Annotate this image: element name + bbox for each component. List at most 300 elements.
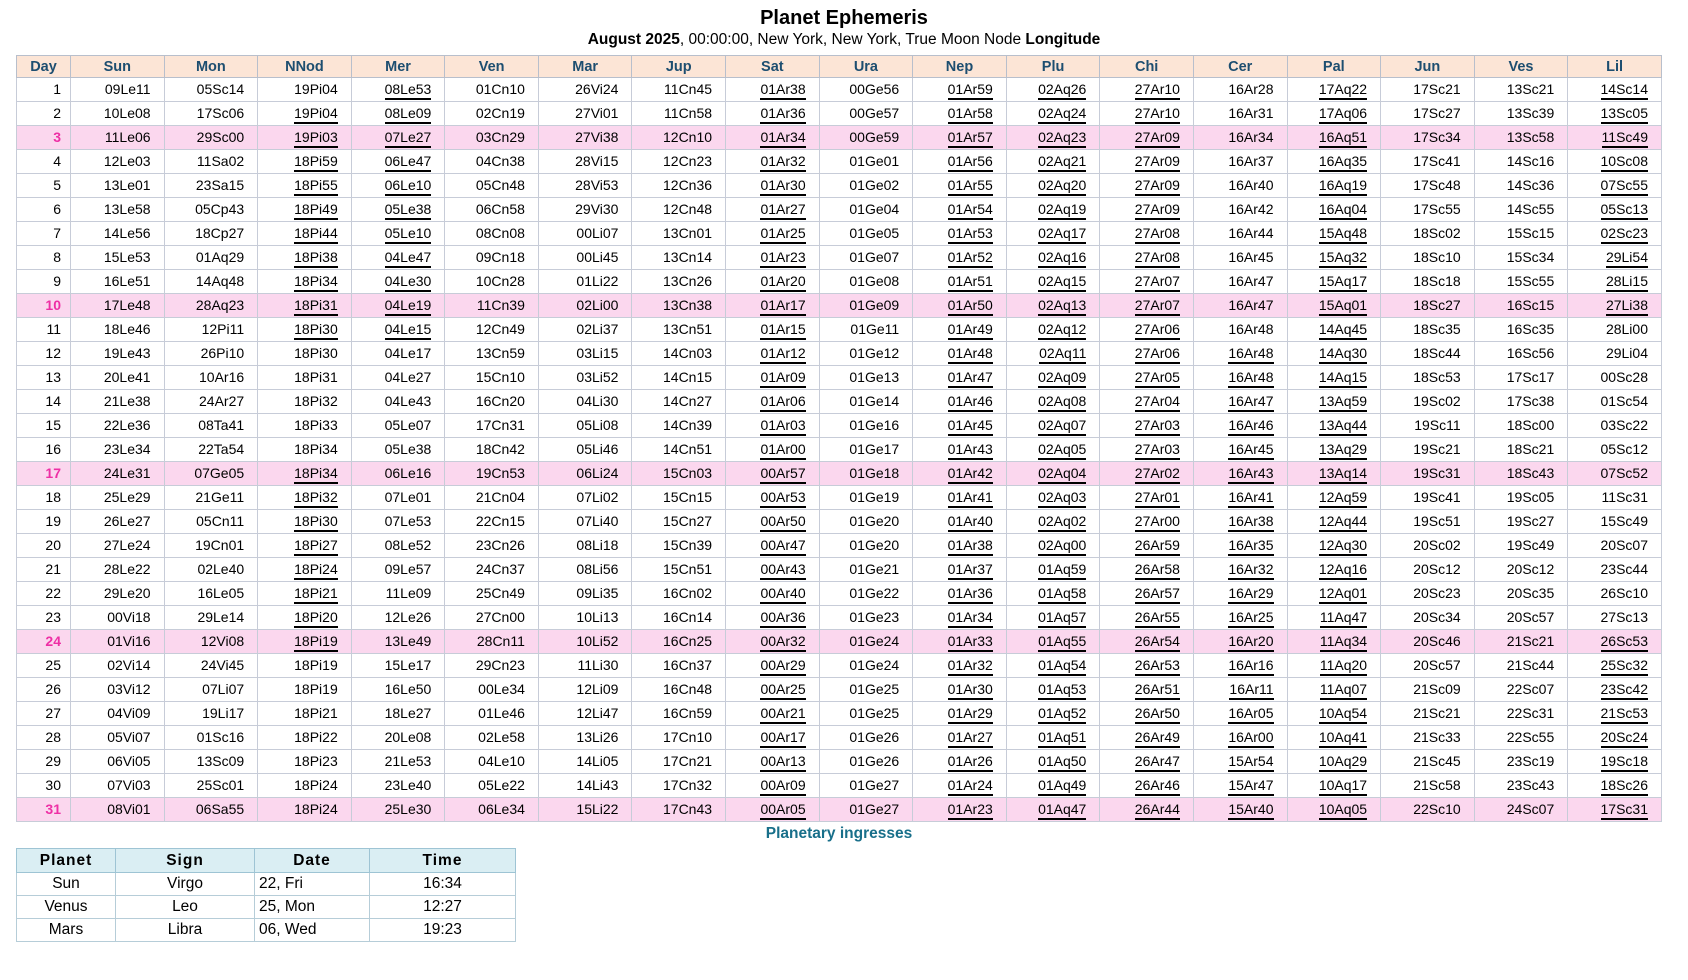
- retrograde-value: 15Aq32: [1319, 249, 1367, 268]
- ephemeris-cell: 18Pi33: [258, 414, 352, 438]
- retrograde-value: 10Aq17: [1319, 777, 1367, 796]
- retrograde-value: 16Ar20: [1228, 633, 1273, 652]
- ephemeris-cell: [258, 294, 352, 318]
- ephemeris-cell: 22Sc55: [1474, 726, 1568, 750]
- ephemeris-cell: 15Cn39: [632, 534, 726, 558]
- retrograde-value: 27Ar10: [1135, 81, 1180, 100]
- ephemeris-cell: 01Ge02: [819, 174, 913, 198]
- retrograde-value: 06Le10: [385, 177, 432, 196]
- ephemeris-cell: 18Cn42: [445, 438, 539, 462]
- ephemeris-cell: 16Cn25: [632, 630, 726, 654]
- ephemeris-cell: [1287, 558, 1381, 582]
- ephemeris-cell: 27Vi38: [538, 126, 632, 150]
- ephemeris-cell: 01Ge08: [819, 270, 913, 294]
- ephemeris-cell: [726, 150, 820, 174]
- retrograde-value: 27Li38: [1606, 297, 1648, 316]
- retrograde-value: 01Aq53: [1038, 681, 1086, 700]
- ephemeris-cell: 17Sc48: [1381, 174, 1475, 198]
- ephemeris-cell: [1006, 438, 1100, 462]
- ephemeris-cell: 16Ar37: [1193, 150, 1287, 174]
- ephemeris-cell: 09Le11: [71, 78, 165, 102]
- ephemeris-cell: 03Li15: [538, 342, 632, 366]
- ephemeris-cell: 18Sc27: [1381, 294, 1475, 318]
- ephemeris-cell: 11Cn58: [632, 102, 726, 126]
- ephemeris-cell: 01Ge20: [819, 534, 913, 558]
- ephemeris-cell: 17Cn10: [632, 726, 726, 750]
- retrograde-value: 23Sc42: [1601, 681, 1648, 700]
- ephemeris-cell: 18Pi23: [258, 750, 352, 774]
- ephemeris-cell: [1193, 726, 1287, 750]
- table-row: [17, 678, 1662, 702]
- ephemeris-cell: 01Sc54: [1568, 390, 1662, 414]
- retrograde-value: 01Ar26: [948, 753, 993, 772]
- ephemeris-cell: [726, 726, 820, 750]
- ephemeris-cell: [1193, 462, 1287, 486]
- retrograde-value: 01Ar15: [760, 321, 805, 340]
- table-row: [17, 270, 1662, 294]
- ephemeris-cell: [913, 798, 1007, 822]
- retrograde-value: 01Ar23: [760, 249, 805, 268]
- ephemeris-cell: 12Cn48: [632, 198, 726, 222]
- ephemeris-cell: 27Cn00: [445, 606, 539, 630]
- retrograde-value: 01Ar27: [760, 201, 805, 220]
- ephemeris-cell: [913, 534, 1007, 558]
- ephemeris-cell: 16Ar40: [1193, 174, 1287, 198]
- ephemeris-cell: 22Sc10: [1381, 798, 1475, 822]
- table-row: [17, 774, 1662, 798]
- ephemeris-cell: 26Vi24: [538, 78, 632, 102]
- retrograde-value: 01Ar36: [948, 585, 993, 604]
- ephemeris-cell: 17Sc55: [1381, 198, 1475, 222]
- retrograde-value: 16Ar41: [1228, 489, 1273, 508]
- ephemeris-cell: [1193, 798, 1287, 822]
- ephemeris-cell: 14Aq48: [164, 270, 258, 294]
- ephemeris-cell: [258, 150, 352, 174]
- ephemeris-cell: [913, 678, 1007, 702]
- ephemeris-cell: 20Sc07: [1568, 534, 1662, 558]
- column-header-chi: Chi: [1100, 56, 1194, 78]
- ephemeris-cell: [1193, 486, 1287, 510]
- ephemeris-cell: [258, 198, 352, 222]
- retrograde-value: 27Ar09: [1135, 201, 1180, 220]
- ephemeris-cell: [1006, 462, 1100, 486]
- ephemeris-cell: [1006, 702, 1100, 726]
- ephemeris-cell: 12Cn49: [445, 318, 539, 342]
- ephemeris-cell: 07Sc52: [1568, 462, 1662, 486]
- retrograde-value: 10Aq41: [1319, 729, 1367, 748]
- ephemeris-cell: 16Ar34: [1193, 126, 1287, 150]
- ephemeris-cell: 16Le51: [71, 270, 165, 294]
- ephemeris-cell: 11Le06: [71, 126, 165, 150]
- retrograde-value: 27Ar00: [1135, 513, 1180, 532]
- retrograde-value: 00Ar47: [760, 537, 805, 556]
- ephemeris-cell: 21Sc09: [1381, 678, 1475, 702]
- ephemeris-cell: [351, 78, 445, 102]
- ephemeris-cell: [913, 174, 1007, 198]
- ephemeris-cell: 13Le01: [71, 174, 165, 198]
- table-row: [17, 606, 1662, 630]
- ephemeris-cell: [726, 606, 820, 630]
- ephemeris-cell: [913, 582, 1007, 606]
- ephemeris-cell: 20Sc34: [1381, 606, 1475, 630]
- ephemeris-cell: 26Sc10: [1568, 582, 1662, 606]
- ephemeris-cell: 22Le36: [71, 414, 165, 438]
- ephemeris-cell: 01Ge20: [819, 510, 913, 534]
- ephemeris-cell: 15Li22: [538, 798, 632, 822]
- ephemeris-cell: 15Le53: [71, 246, 165, 270]
- day-cell: 29: [17, 750, 71, 774]
- ephemeris-cell: 01Ge24: [819, 630, 913, 654]
- retrograde-value: 01Ar41: [948, 489, 993, 508]
- ephemeris-cell: [1100, 630, 1194, 654]
- ingress-body: [17, 873, 516, 942]
- ephemeris-cell: 12Cn36: [632, 174, 726, 198]
- ephemeris-cell: 01Ge14: [819, 390, 913, 414]
- ephemeris-cell: [1100, 798, 1194, 822]
- table-row: [17, 534, 1662, 558]
- ephemeris-cell: 29Sc00: [164, 126, 258, 150]
- ephemeris-cell: 16Sc35: [1474, 318, 1568, 342]
- ephemeris-cell: 04Cn38: [445, 150, 539, 174]
- ephemeris-cell: [726, 462, 820, 486]
- day-cell: 16: [17, 438, 71, 462]
- ephemeris-cell: [726, 582, 820, 606]
- retrograde-value: 26Ar55: [1135, 609, 1180, 628]
- retrograde-value: 11Aq07: [1320, 681, 1367, 700]
- day-cell: 23: [17, 606, 71, 630]
- ephemeris-cell: 25Cn49: [445, 582, 539, 606]
- ephemeris-cell: [913, 414, 1007, 438]
- day-cell: 14: [17, 390, 71, 414]
- ephemeris-cell: 17Cn31: [445, 414, 539, 438]
- ephemeris-cell: [1100, 438, 1194, 462]
- ephemeris-cell: [913, 438, 1007, 462]
- retrograde-value: 07Le27: [385, 129, 432, 148]
- ephemeris-cell: [913, 486, 1007, 510]
- retrograde-value: 27Ar07: [1135, 273, 1180, 292]
- retrograde-value: 18Pi31: [294, 297, 338, 316]
- ephemeris-cell: 15Cn03: [632, 462, 726, 486]
- ephemeris-cell: [1006, 174, 1100, 198]
- retrograde-value: 26Ar51: [1135, 681, 1180, 700]
- ephemeris-cell: 22Sc07: [1474, 678, 1568, 702]
- day-cell: 21: [17, 558, 71, 582]
- table-row: [17, 366, 1662, 390]
- ingress-cell-sign: Libra: [116, 919, 255, 942]
- ephemeris-cell: [1287, 582, 1381, 606]
- ephemeris-cell: 13Sc58: [1474, 126, 1568, 150]
- ephemeris-cell: 18Sc10: [1381, 246, 1475, 270]
- ephemeris-cell: 11Li30: [538, 654, 632, 678]
- ephemeris-cell: 07Vi03: [71, 774, 165, 798]
- ephemeris-cell: 18Pi19: [258, 654, 352, 678]
- ephemeris-cell: 13Cn51: [632, 318, 726, 342]
- retrograde-value: 02Aq23: [1038, 129, 1086, 148]
- ingress-cell-sign: Leo: [116, 896, 255, 919]
- day-cell: 15: [17, 414, 71, 438]
- retrograde-value: 01Ar46: [948, 393, 993, 412]
- ephemeris-cell: 20Sc12: [1381, 558, 1475, 582]
- retrograde-value: 01Ar51: [948, 273, 993, 292]
- retrograde-value: 00Ar05: [760, 801, 805, 820]
- ephemeris-cell: 01Ge09: [819, 294, 913, 318]
- retrograde-value: 01Aq50: [1038, 753, 1086, 772]
- retrograde-value: 01Ar30: [760, 177, 805, 196]
- retrograde-value: 26Ar59: [1135, 537, 1180, 556]
- ephemeris-cell: [913, 198, 1007, 222]
- retrograde-value: 10Aq29: [1319, 753, 1367, 772]
- retrograde-value: 02Aq00: [1038, 537, 1086, 556]
- ephemeris-cell: 07Li02: [538, 486, 632, 510]
- table-row: [17, 126, 1662, 150]
- retrograde-value: 13Aq59: [1319, 393, 1367, 412]
- ephemeris-cell: 26Le27: [71, 510, 165, 534]
- ephemeris-cell: 21Cn04: [445, 486, 539, 510]
- ephemeris-cell: 05Vi07: [71, 726, 165, 750]
- retrograde-value: 28Li15: [1606, 273, 1648, 292]
- retrograde-value: 12Aq59: [1319, 489, 1367, 508]
- ephemeris-cell: [258, 270, 352, 294]
- ingress-row: [17, 896, 516, 919]
- retrograde-value: 25Sc32: [1601, 657, 1648, 676]
- retrograde-value: 02Aq08: [1038, 393, 1086, 412]
- ephemeris-cell: 18Le27: [351, 702, 445, 726]
- ephemeris-cell: 02Le58: [445, 726, 539, 750]
- table-row: [17, 150, 1662, 174]
- retrograde-value: 14Sc14: [1601, 81, 1648, 100]
- retrograde-value: 26Ar53: [1135, 657, 1180, 676]
- ephemeris-cell: [913, 462, 1007, 486]
- ephemeris-cell: 01Aq29: [164, 246, 258, 270]
- ephemeris-cell: 18Pi34: [258, 438, 352, 462]
- ephemeris-cell: 24Le31: [71, 462, 165, 486]
- ephemeris-cell: [1568, 126, 1662, 150]
- ephemeris-cell: [1100, 678, 1194, 702]
- ephemeris-cell: 08Ta41: [164, 414, 258, 438]
- ephemeris-cell: [1100, 390, 1194, 414]
- ephemeris-cell: [1568, 198, 1662, 222]
- ephemeris-cell: [1100, 150, 1194, 174]
- ephemeris-cell: [1193, 654, 1287, 678]
- ephemeris-body: [17, 78, 1662, 822]
- ephemeris-cell: 24Sc07: [1474, 798, 1568, 822]
- retrograde-value: 01Ar34: [948, 609, 993, 628]
- ephemeris-cell: 17Cn43: [632, 798, 726, 822]
- ephemeris-cell: 16Ar28: [1193, 78, 1287, 102]
- ephemeris-cell: 28Aq23: [164, 294, 258, 318]
- ephemeris-cell: 28Vi15: [538, 150, 632, 174]
- retrograde-value: 26Ar50: [1135, 705, 1180, 724]
- ephemeris-cell: [913, 270, 1007, 294]
- column-header-mar: Mar: [538, 56, 632, 78]
- retrograde-value: 01Ar55: [948, 177, 993, 196]
- ephemeris-cell: [1006, 558, 1100, 582]
- ephemeris-cell: [1193, 534, 1287, 558]
- retrograde-value: 18Pi20: [294, 609, 338, 628]
- ephemeris-cell: 19Cn53: [445, 462, 539, 486]
- retrograde-value: 00Ar50: [760, 513, 805, 532]
- retrograde-value: 01Ar49: [948, 321, 993, 340]
- ephemeris-cell: 08Vi01: [71, 798, 165, 822]
- ephemeris-cell: 20Le41: [71, 366, 165, 390]
- retrograde-value: 02Aq09: [1038, 369, 1086, 388]
- ephemeris-cell: [913, 702, 1007, 726]
- ephemeris-cell: [726, 414, 820, 438]
- ephemeris-cell: 07Li40: [538, 510, 632, 534]
- ingress-row: [17, 873, 516, 896]
- ephemeris-cell: 23Sc19: [1474, 750, 1568, 774]
- ephemeris-cell: [258, 222, 352, 246]
- retrograde-value: 26Sc53: [1601, 633, 1648, 652]
- ephemeris-cell: 06Li24: [538, 462, 632, 486]
- retrograde-value: 05Sc13: [1601, 201, 1648, 220]
- ephemeris-cell: [1006, 486, 1100, 510]
- ephemeris-cell: [1287, 270, 1381, 294]
- ephemeris-cell: [1287, 78, 1381, 102]
- retrograde-value: 02Aq04: [1038, 465, 1086, 484]
- ephemeris-cell: 16Ar45: [1193, 246, 1287, 270]
- ephemeris-cell: [1006, 678, 1100, 702]
- ingress-head: [17, 849, 516, 873]
- day-cell: 28: [17, 726, 71, 750]
- ephemeris-cell: [351, 294, 445, 318]
- ephemeris-cell: [726, 390, 820, 414]
- ephemeris-cell: [913, 630, 1007, 654]
- retrograde-value: 01Ar06: [760, 393, 805, 412]
- ephemeris-cell: 02Le40: [164, 558, 258, 582]
- subtitle-date: August 2025: [587, 31, 680, 48]
- table-row: [17, 222, 1662, 246]
- ephemeris-cell: [1568, 102, 1662, 126]
- ephemeris-cell: 27Vi01: [538, 102, 632, 126]
- table-row: [17, 390, 1662, 414]
- ephemeris-cell: 23Cn26: [445, 534, 539, 558]
- ephemeris-cell: 14Cn39: [632, 414, 726, 438]
- ephemeris-cell: 11Le09: [351, 582, 445, 606]
- table-row: [17, 102, 1662, 126]
- ephemeris-cell: 18Pi19: [258, 678, 352, 702]
- ephemeris-cell: 21Sc44: [1474, 654, 1568, 678]
- retrograde-value: 10Sc08: [1601, 153, 1648, 172]
- ephemeris-cell: [1100, 126, 1194, 150]
- ephemeris-cell: 18Sc35: [1381, 318, 1475, 342]
- ephemeris-cell: 19Cn01: [164, 534, 258, 558]
- ephemeris-cell: 16Cn02: [632, 582, 726, 606]
- retrograde-value: 01Ar09: [760, 369, 805, 388]
- ephemeris-cell: 14Cn27: [632, 390, 726, 414]
- ephemeris-cell: [1100, 702, 1194, 726]
- retrograde-value: 01Ar56: [948, 153, 993, 172]
- column-header-nnod: NNod: [258, 56, 352, 78]
- ephemeris-cell: 22Ta54: [164, 438, 258, 462]
- ephemeris-cell: [258, 462, 352, 486]
- ephemeris-cell: 04Le27: [351, 366, 445, 390]
- retrograde-value: 15Ar40: [1228, 801, 1273, 820]
- ephemeris-cell: 01Le46: [445, 702, 539, 726]
- ephemeris-cell: [913, 78, 1007, 102]
- table-row: [17, 438, 1662, 462]
- table-row: [17, 702, 1662, 726]
- page-title: Planet Ephemeris: [760, 7, 928, 29]
- ephemeris-cell: [1006, 654, 1100, 678]
- ephemeris-cell: [1193, 750, 1287, 774]
- retrograde-value: 26Ar57: [1135, 585, 1180, 604]
- retrograde-value: 18Pi55: [294, 177, 338, 196]
- ephemeris-cell: 15Cn51: [632, 558, 726, 582]
- ephemeris-cell: [1100, 246, 1194, 270]
- table-row: [17, 798, 1662, 822]
- table-row: [17, 462, 1662, 486]
- day-cell: 11: [17, 318, 71, 342]
- ingress-header-date: Date: [255, 849, 370, 873]
- ephemeris-cell: [351, 270, 445, 294]
- day-cell: 3: [17, 126, 71, 150]
- ephemeris-cell: [258, 246, 352, 270]
- retrograde-value: 02Aq24: [1038, 105, 1086, 124]
- ephemeris-cell: [1287, 342, 1381, 366]
- ephemeris-cell: [1568, 798, 1662, 822]
- ephemeris-cell: 01Ge07: [819, 246, 913, 270]
- day-cell: 24: [17, 630, 71, 654]
- ephemeris-cell: 17Sc27: [1381, 102, 1475, 126]
- ephemeris-cell: 19Li17: [164, 702, 258, 726]
- ephemeris-cell: [913, 774, 1007, 798]
- ephemeris-cell: [1100, 222, 1194, 246]
- table-row: [17, 486, 1662, 510]
- ephemeris-cell: 12Pi11: [164, 318, 258, 342]
- column-header-mer: Mer: [351, 56, 445, 78]
- ephemeris-cell: 07Li07: [164, 678, 258, 702]
- ephemeris-cell: 29Le20: [71, 582, 165, 606]
- retrograde-value: 16Ar47: [1228, 393, 1273, 412]
- ephemeris-cell: [1006, 294, 1100, 318]
- ephemeris-cell: [726, 534, 820, 558]
- ephemeris-cell: [1006, 774, 1100, 798]
- ephemeris-cell: 23Sa15: [164, 174, 258, 198]
- day-cell: 31: [17, 798, 71, 822]
- ingress-cell-time: 12:27: [370, 896, 516, 919]
- ephemeris-cell: 24Vi45: [164, 654, 258, 678]
- ephemeris-cell: 26Pi10: [164, 342, 258, 366]
- retrograde-value: 00Ar57: [760, 465, 805, 484]
- ephemeris-cell: [1287, 654, 1381, 678]
- ephemeris-cell: [1100, 606, 1194, 630]
- ephemeris-cell: 11Sc31: [1568, 486, 1662, 510]
- ephemeris-cell: 23Sc43: [1474, 774, 1568, 798]
- ephemeris-cell: [726, 558, 820, 582]
- ephemeris-cell: 06Sa55: [164, 798, 258, 822]
- retrograde-value: 27Ar01: [1135, 489, 1180, 508]
- ephemeris-cell: [258, 126, 352, 150]
- ephemeris-cell: 20Sc02: [1381, 534, 1475, 558]
- ephemeris-cell: 16Sc15: [1474, 294, 1568, 318]
- retrograde-value: 01Aq59: [1038, 561, 1086, 580]
- ephemeris-cell: [1568, 678, 1662, 702]
- ephemeris-cell: 05Li46: [538, 438, 632, 462]
- ephemeris-cell: 01Ge04: [819, 198, 913, 222]
- day-cell: 8: [17, 246, 71, 270]
- ingress-row: [17, 919, 516, 942]
- table-row: [17, 342, 1662, 366]
- retrograde-value: 16Ar25: [1228, 609, 1273, 628]
- retrograde-value: 01Ar53: [948, 225, 993, 244]
- ephemeris-cell: [1100, 462, 1194, 486]
- ephemeris-cell: 01Sc16: [164, 726, 258, 750]
- retrograde-value: 01Ar32: [760, 153, 805, 172]
- day-cell: 1: [17, 78, 71, 102]
- ephemeris-cell: [1568, 750, 1662, 774]
- column-header-lil: Lil: [1568, 56, 1662, 78]
